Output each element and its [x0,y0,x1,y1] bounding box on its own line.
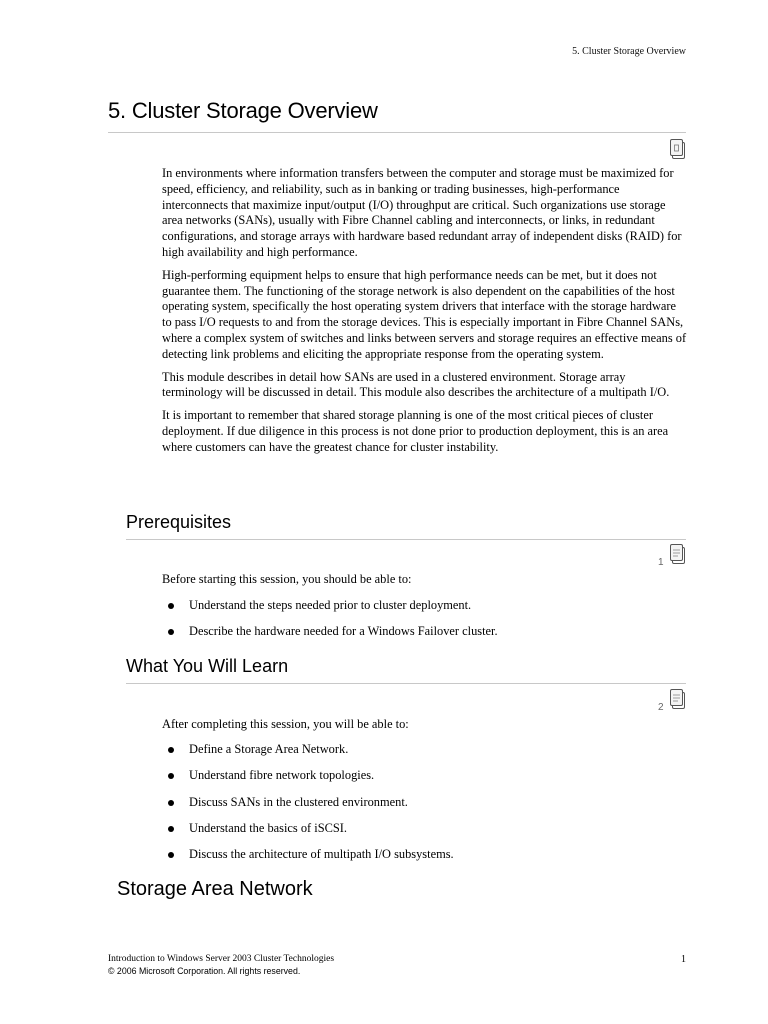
bullet-icon [168,773,174,779]
list-item-text: Understand the steps needed prior to cluster deployment. [189,598,472,612]
list-item [162,624,498,640]
bullet-icon [168,852,174,858]
copyright: © 2006 Microsoft Corporation. All rights reserved. [108,965,301,976]
bullet-icon [168,747,174,753]
section-rule [126,683,686,684]
list-item-text: Understand fibre network topologies. [189,768,375,783]
prerequisites-list [162,598,498,651]
prerequisites-lead: Before starting this session, you should be able to: [162,572,412,586]
list-item-text: Describe the hardware needed for a Windows Failover cluster. [189,624,498,639]
paragraph: It is important to remember that shared storage planning is one of the most critical pieces of cluster deployment. If due diligence in this process is not done prior to production deployment, this is an area where customers can have the greatest chance for cluster instability. [162,408,669,454]
paragraph: In environments where information transfers between the computer and storage must be maximized for speed, efficiency, and reliability, such as in banking or trading businesses, high-performance interconnects that maximize input/output (I/O) throughput are critical. Such organizations use storage area networks (SANs), usually with Fibre Channel cabling and interconnects, or links, in redundant configurations, and storage arrays with hardware based redundant array of independent disks (RAID) for high availability and high performance. [162,166,682,259]
storage-area-network-heading: Storage Area Network [117,878,313,900]
list-item [162,742,454,758]
slide-icon [670,543,686,565]
list-item [162,821,454,837]
bullet-icon [168,800,174,806]
page-footer [108,954,334,977]
paragraph: This module describes in detail how SANs are used in a clustered environment. Storage array terminology will be discussed in detail. This module also describes the architecture of a multipath I/O. [162,369,670,400]
intro-text [162,166,687,463]
list-item [162,795,454,811]
running-header: 5. Cluster Storage Overview [572,46,686,57]
course-title: Introduction to Windows Server 2003 Cluster Technologies [108,954,335,964]
slide-icon [670,138,686,160]
page-title: 5. Cluster Storage Overview [108,98,378,123]
bullet-icon [168,826,174,832]
slide-number: 1 [658,557,664,568]
learn-list [162,742,454,873]
list-item-text: Define a Storage Area Network. [189,742,349,756]
prerequisites-heading: Prerequisites [126,512,232,532]
title-rule [108,132,686,133]
slide-icon [670,688,686,710]
list-item-text: Understand the basics of iSCSI. [189,820,347,835]
paragraph: High-performing equipment helps to ensure that high performance needs can be met, but it does not guarantee them. The functioning of the storage network is also dependent on the capabilities of the host operating system, specifically the host operating system drivers that interface with the storage hardware to pass I/O requests to and from the storage devices. This is especially important in Fibre Channel SANs, where a complex system of switches and links between servers and storage requires an effective means of detecting link problems and eliciting the appropriate response from the operating system. [162,267,687,361]
list-item-text: Discuss the architecture of multipath I/O subsystems. [189,847,454,862]
learn-lead: After completing this session, you will be able to: [162,717,409,731]
learn-heading: What You Will Learn [126,656,289,676]
list-item [162,847,454,863]
section-rule [126,539,686,540]
list-item-text: Discuss SANs in the clustered environment. [189,794,408,809]
bullet-icon [168,629,174,635]
page-number: 1 [681,954,686,965]
bullet-icon [168,603,174,609]
slide-number: 2 [658,702,664,713]
list-item [162,598,498,614]
list-item [162,768,454,784]
